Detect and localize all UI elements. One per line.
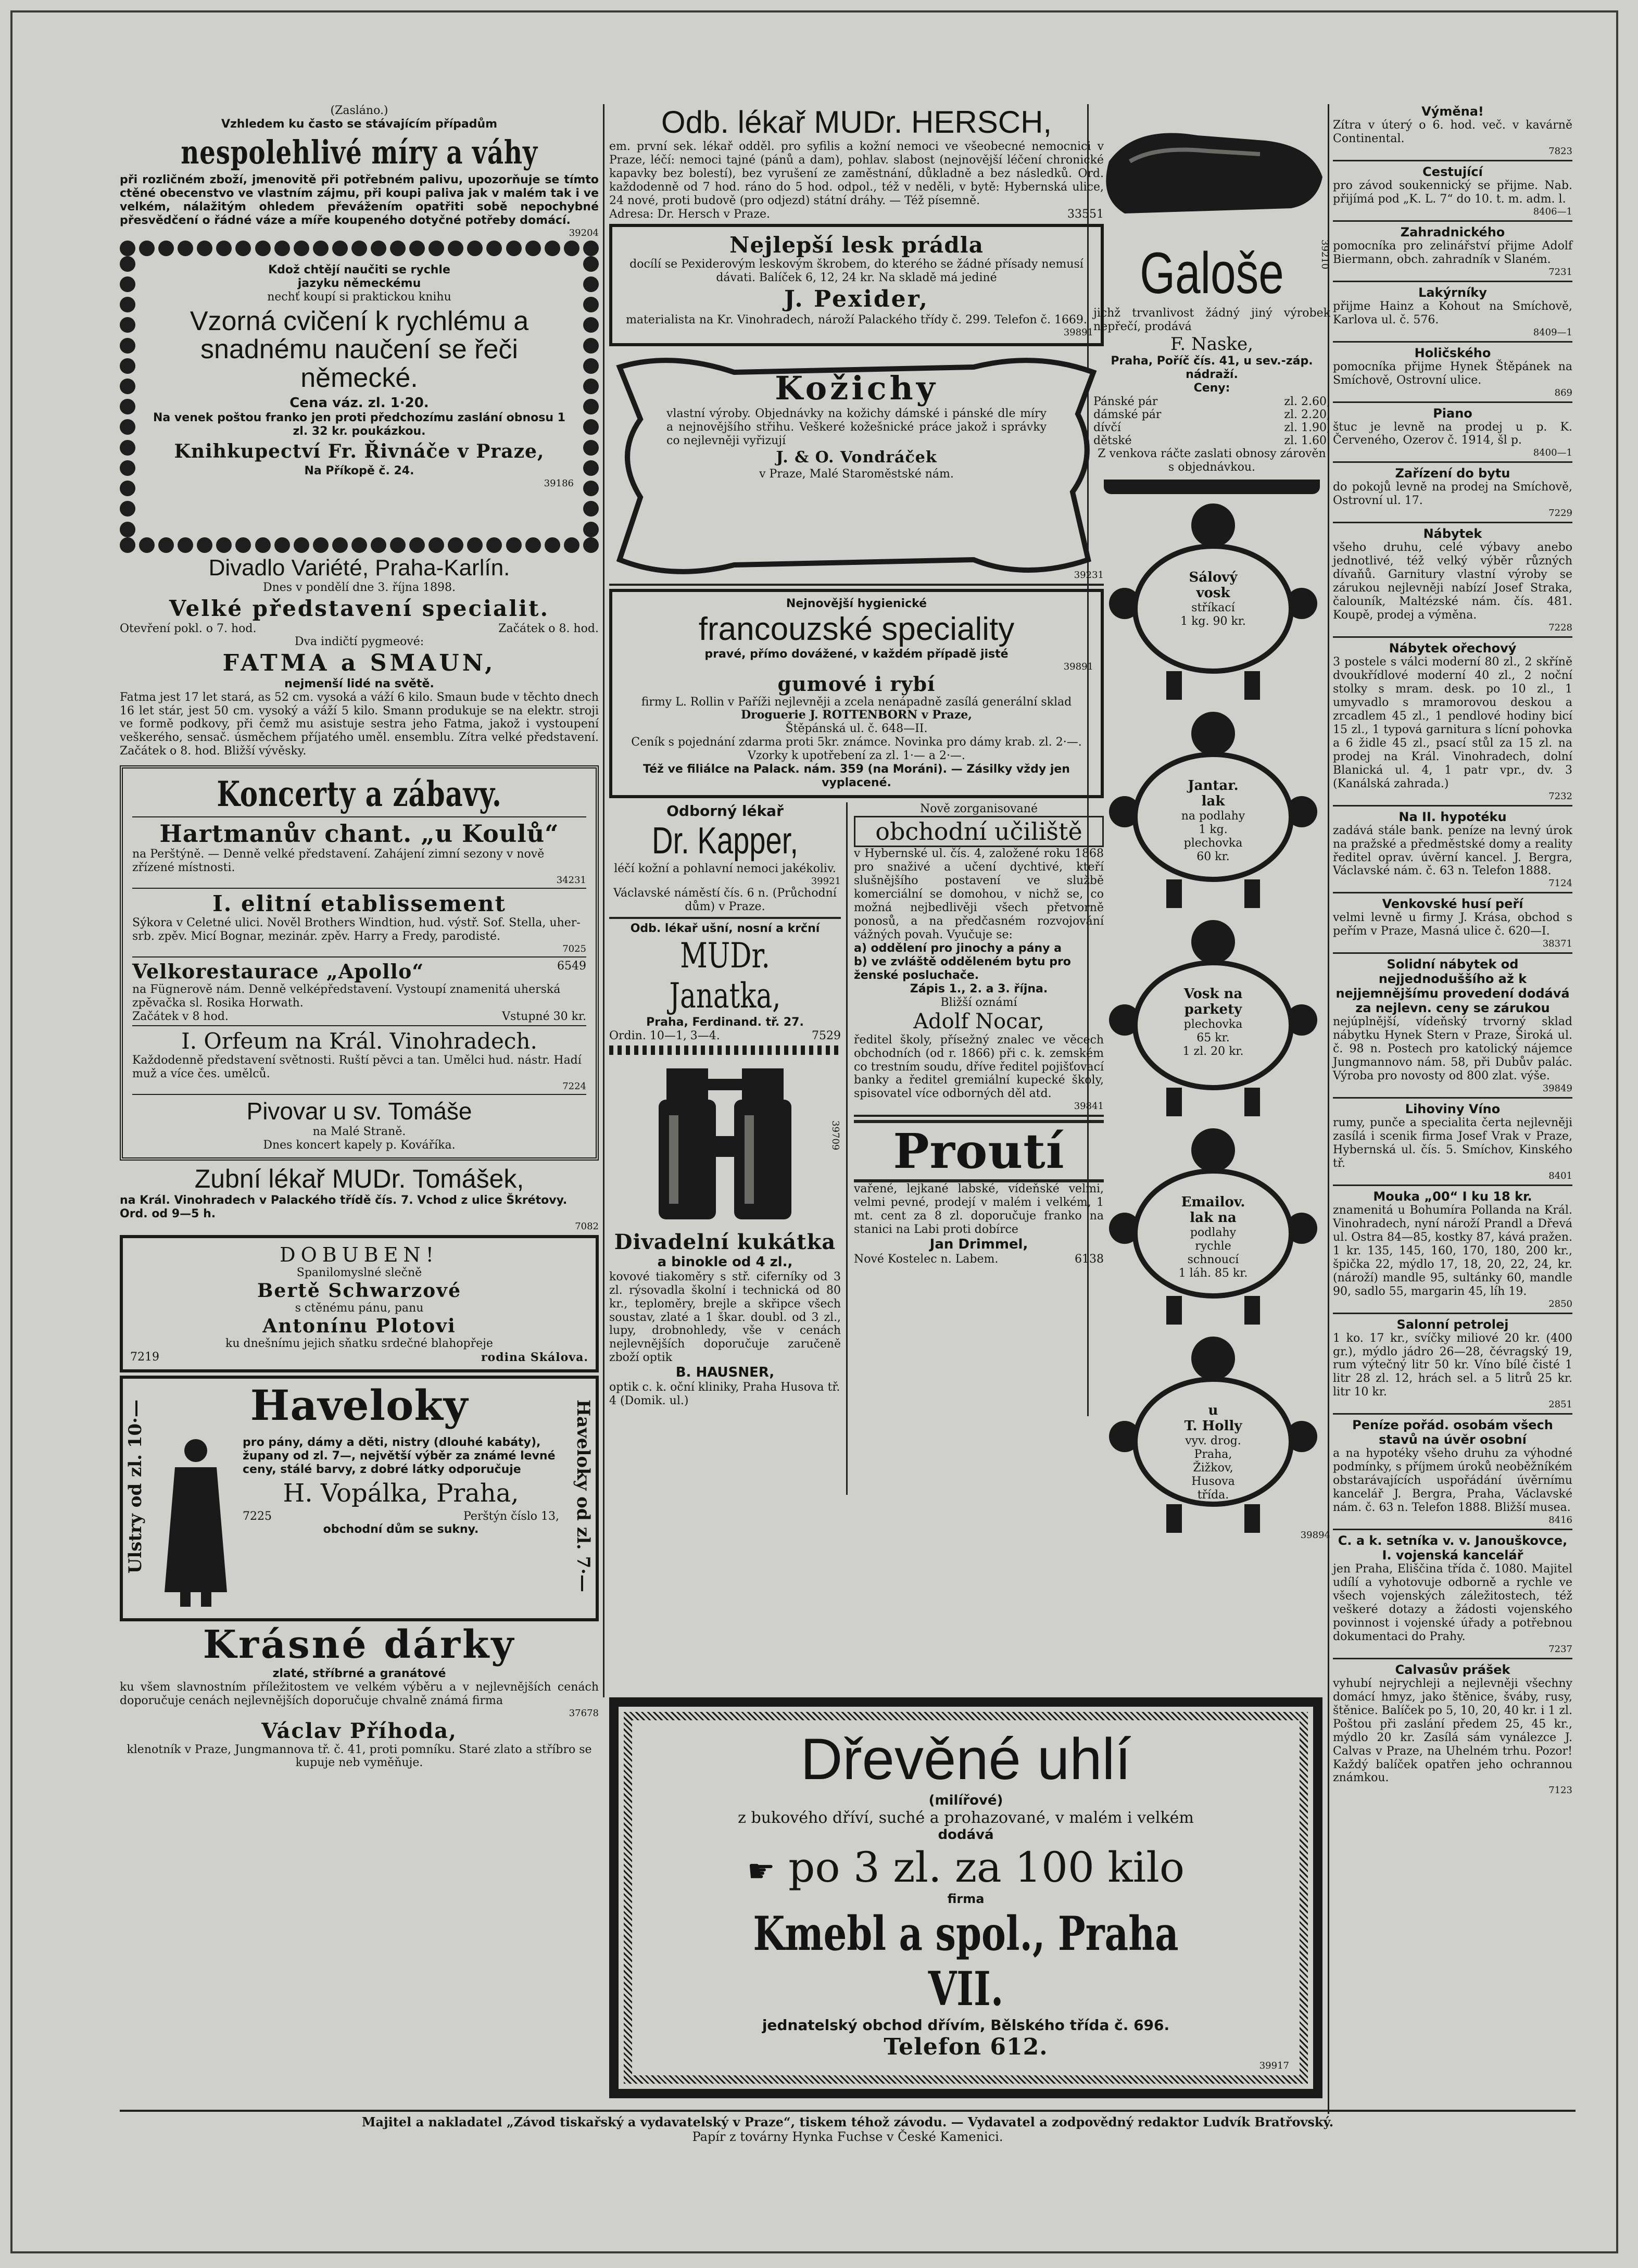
rollin-title: francouzské speciality — [698, 611, 1015, 647]
classified-ref: 8406—1 — [1533, 206, 1572, 217]
classified-item — [1333, 1662, 1572, 1796]
havelok-vopalka: H. Vopálka, Praha, — [283, 1478, 519, 1508]
ad-pexider — [609, 224, 1104, 346]
barrel-line2: parkety — [1184, 1002, 1242, 1018]
pexider-title: Nejlepší lesk prádla — [729, 232, 984, 258]
dobuben-berte: Bertě Schwarzové — [257, 1279, 462, 1302]
zaslano-heading: Vzhledem ku často se stávajícím případům — [221, 117, 498, 131]
ucilist-zapis: Zápis 1., 2. a 3. října. — [910, 982, 1048, 996]
dobuben-foot — [130, 1351, 588, 1364]
ad-zubni — [120, 1164, 599, 1232]
column-classifieds — [1333, 104, 1572, 1796]
havelok-title: Haveloky — [250, 1380, 469, 1430]
classified-text: rumy, punče a specialita čerta nejlevněji zasílá i scenik firma Josef Vrak v Praze, Hybernská ul. čís. 5. Smíchov, Kinského tř. — [1333, 1116, 1572, 1170]
ad-janatka — [609, 922, 841, 1055]
classified-item — [1333, 526, 1572, 633]
classified-head: Lihoviny Víno — [1405, 1102, 1501, 1117]
rivnac-body — [145, 263, 574, 489]
classified-head: Nábytek ořechový — [1389, 641, 1517, 656]
classified-item — [1333, 810, 1572, 889]
janatka-addr: Praha, Ferdinand. tř. 27. — [646, 1016, 804, 1029]
ad-koncerty — [120, 765, 599, 1161]
krasne-zlate: zlaté, stříbrné a granátové — [272, 1667, 446, 1680]
dot-border-right — [583, 256, 599, 537]
janatka-odb: Odb. lékař ušní, nosní a krční — [630, 922, 820, 936]
classified-text: štuc je levně na prodej u p. K. Červeného, Ozerov č. 1914, šl p. — [1333, 420, 1572, 447]
galose-addr: Praha, Poříč čís. 41, u sev.-záp. nádraží. — [1111, 354, 1313, 381]
ad-divadlo — [120, 555, 599, 759]
ucilist-ref: 39841 — [1074, 1101, 1104, 1112]
kozichy-body — [666, 369, 1047, 482]
barrel-line4: 1 zl. 20 kr. — [1182, 1044, 1244, 1058]
dobuben-title: DOBUBEN! — [280, 1243, 439, 1266]
galose-illustration-wrap — [1093, 104, 1330, 240]
barrel-line2: lak — [1201, 793, 1225, 810]
barrel-line1: u — [1208, 1402, 1218, 1418]
classified-item — [1333, 225, 1572, 278]
dot-border-left — [120, 256, 135, 537]
classified-head: Solidní nábytek od nejjednoduššího až k nejjemnějšímu provedení dodává za nejlevn. ceny se zárukou — [1335, 957, 1570, 1016]
galose-price-row: dětské zl. 1.60. — [1093, 434, 1330, 447]
rollin-tez: Též ve filiálce na Palack. nám. 359 (na Moráni). — Zásilky vždy jen vyplacené. — [643, 763, 1070, 790]
kozichy-text: vlastní výroby. Objednávky na kožichy dámské i pánské dle míry a nejnovějšího střihu. Veškeré kožešnické práce jakož i správky co nejlevněji vyřizují — [666, 407, 1047, 447]
ucilist-nocar-text: ředitel školy, přísežný znalec ve věcech obchodních (od r. 1866) při c. k. zemském co trestním soudu, dříve ředitel pojišťovací banky a ředitel gremiální kupecké školy, spisovatel více odborných děl atd. — [854, 1033, 1104, 1101]
barrel-line2: vosk — [1196, 585, 1230, 601]
ucilist-nocar: Adolf Nocar, — [913, 1009, 1044, 1034]
kukatka-binokle: a binokle od 4 zl., — [657, 1254, 793, 1270]
classified-head: Piano — [1433, 406, 1472, 421]
rollin-vzorky: Vzorky k upotřebení za zl. 1·— a 2·—. — [748, 749, 965, 763]
classified-item — [1333, 1189, 1572, 1309]
imprint-line2: Papír z továrny Hynka Fuchse v České Kamenici. — [692, 2130, 1003, 2145]
dobuben-ref: 7219 — [130, 1350, 159, 1364]
column-rule-1 — [603, 104, 604, 1697]
classified-ref: 2850 — [1548, 1298, 1572, 1309]
ad-prouti — [854, 1120, 1104, 1265]
classified-ref: 7232 — [1548, 790, 1572, 802]
classified-head: Výměna! — [1421, 104, 1484, 119]
classified-ref: 7237 — [1548, 1643, 1572, 1655]
uhli-firma: firma — [947, 1891, 985, 1906]
classified-ref: 2851 — [1548, 1399, 1572, 1410]
kozichy-addr: v Praze, Malé Staroměstské nám. — [759, 468, 954, 481]
barrel-line3: stříkací — [1191, 601, 1235, 615]
janatka-ord: Ordin. 10—1, 3—4. — [609, 1029, 720, 1042]
havelok-perstyn: Perštýn číslo 13, — [463, 1509, 559, 1523]
classified-head: Cestující — [1422, 164, 1483, 179]
krasne-text: ku všem slavnostním příležitostem ve velkém výběru a v nejlevnějších cenách doporučuje cenách nejlevnějších doporučuje chvalně známá firma — [120, 1680, 599, 1707]
divadlo-zacatek: Začátek o 8. hod. — [498, 622, 599, 635]
uhli-price: ☛ po 3 zl. za 100 kilo — [747, 1843, 1185, 1892]
classified-text: 1 ko. 17 kr., svíčky miliové 20 kr. (400 gr.), mýdlo jádro 26—28, čévragský 19, rum výtečný litr 50 kr. Víno bílé čisté 1 litr 28 zl. 12, hrách sel. a 5 litrů 25 kr. litr 10 kr. — [1333, 1331, 1572, 1399]
classified-head: Salonní petrolej — [1396, 1317, 1509, 1332]
hersch-title: Odb. lékař MUDr. HERSCH, — [661, 105, 1052, 140]
classified-head: Peníze pořád. osobám všech stavů na úvěr osobní — [1352, 1418, 1553, 1447]
classified-ref: 39849 — [1542, 1083, 1572, 1094]
galose-ceny: Ceny: — [1193, 381, 1230, 395]
classified-text: všeho druhu, celé výbavy anebo jednotlivé, též velký výběr různých dívaňů. Garnitury vlastní výroby se zárukou nejlevněji nabízí Josef Straka, čalouník, Maltézské nám. čís. 481. Koupě, prodej a výměna. — [1333, 541, 1572, 622]
uhli-telefon: Telefon 612. — [884, 2034, 1048, 2061]
zubni-text: na Král. Vinohradech v Palackého třídě čís. 7. Vchod z ulice Škrétovy. Ord. od 9—5 h. — [120, 1193, 568, 1220]
middle-lower-area — [609, 802, 1104, 1495]
classified-text: 3 postele s válci moderní 80 zl., 2 skříně dvoukřídlové moderní 40 zl., 2 noční stolky s mram. desk. po 10 zl., 1 umyvadlo s mramorovou deskou a zrcadlem 45 zl., 1 pendlové hodiny bicí 15 zl., 1 typová garnitura s lícní pohovka a 6 židle 45 zl., psací stůl za 15 zl. na prodej na Král. Vinohradech, dolní Blanická ul. 4, 1 patr vpr., dv. 3 (Kanálská zahrada.) — [1333, 656, 1572, 790]
barrel-line1: Sálový — [1189, 569, 1238, 585]
havelok-body — [243, 1436, 559, 1536]
pexider-addr: materialista na Kr. Vinohradech, nároží Palackého třídy č. 299. Telefon č. 1669. — [626, 313, 1087, 326]
classified-ref: 8409—1 — [1533, 326, 1572, 338]
classified-ref: 7231 — [1548, 266, 1572, 278]
classified-ref: 7124 — [1548, 878, 1572, 889]
classified-text: pro závod soukennický se přijme. Nab. přijímá pod „K. L. 7“ do 10. t. m. adm. l. — [1333, 179, 1572, 206]
uhli-body — [632, 1720, 1300, 2075]
classified-text: vyhubí nejrychleji a nejlevněji všechny domácí hmyz, jako štěnice, šváby, rusy, štěnice. Balíček po 5, 10, 20, 40 kr. i 1 zl. Poštou při zaslání předem 25, 45 kr., mýdlo 20 kr. Zasílá sám vynálezce J. Calvas v Praze, na Uhelném trhu. Pozor! Každý balíček opatřen jeho ochrannou známkou. — [1333, 1677, 1573, 1785]
barrels-ref: 39894 — [1300, 1529, 1330, 1541]
divadlo-dva: Dva indičtí pygmeové: — [294, 635, 424, 648]
ad-krasne — [120, 1622, 599, 1770]
ad-holly-barrels — [1093, 499, 1330, 1541]
rivnac-jazyk: jazyku německému — [297, 276, 421, 290]
barrel-line1: Emailov. — [1181, 1194, 1245, 1210]
ad-rivnac — [120, 241, 599, 553]
divadlo-text: Fatma jest 17 let stará, as 52 cm. vysoká a váží 6 kilo. Smaun bude v těchto dnech 16 let stár, jest 50 cm. vysoký a váží 5 kilo. Smann produkuje se na elektr. stroji ve formě podkovy, při čemž mu asistuje sestra jeho Fatma, jakož i vystoupení veškerého, sensač. úsměchem příjatého uměl. ensemblu. Zítra velké představení. Začátek o 8. hod. Bližší vývěsky. — [120, 690, 599, 758]
rollin-gumove: gumové i rybí — [777, 672, 936, 696]
ad-ucilist — [854, 802, 1104, 1112]
zaslano-title: nespolehlivé míry a váhy — [181, 133, 538, 171]
apollo-ref: 6549 — [557, 960, 586, 973]
havelok-addr — [243, 1510, 559, 1523]
ucilist-a: a) oddělení pro jinochy a pány a — [854, 941, 1062, 955]
prouti-text: vařené, lejkané labské, vídeňské velmi, velmi pevné, prodejí v malém i velkém, 1 mt. cent za 8 zl. doporučuje franko na stanici na Labi proti dobírce — [854, 1182, 1104, 1237]
uhli-ref: 39917 — [1259, 2060, 1289, 2072]
apollo-zacatek: Začátek v 8 hod. — [132, 1010, 229, 1024]
orfeum-ref: 7224 — [562, 1080, 586, 1092]
rivnac-title: Vzorná cvičení k rychlému a snadnému naučení se řeči německé. — [190, 306, 529, 393]
zaslano-label: (Zasláno.) — [330, 104, 388, 117]
rivnac-addr: Na Příkopě č. 24. — [304, 464, 414, 477]
barrel-line3: plechovka 65 kr. — [1183, 1018, 1243, 1044]
barrel-figure — [1104, 708, 1322, 911]
classified-ref: 7228 — [1548, 622, 1572, 634]
pivovar-text: Dnes koncert kapely p. Kováříka. — [263, 1138, 456, 1152]
imprint — [120, 2110, 1576, 2145]
uhli-kmebl: Kmebl a spol., Praha VII. — [753, 1906, 1179, 2017]
classified-text: přijme Hainz a Kohout na Smíchově, Karlova ul. č. 576. — [1333, 299, 1572, 326]
classified-item — [1333, 897, 1572, 949]
janatka-name: MUDr. Janatka, — [669, 936, 781, 1016]
ad-uhli — [609, 1697, 1322, 2098]
classified-head: Nábytek — [1423, 526, 1482, 541]
kukatka-title: Divadelní kukátka — [614, 1230, 836, 1254]
ucilist-b: b) ve zvláště odděleném bytu pro ženské posluchače. — [854, 955, 1071, 982]
divadlo-times — [120, 622, 599, 635]
kapper-text: léčí kožní a pohlavní nemoci jakékoliv. — [614, 862, 836, 876]
kozichy-title: Kožichy — [775, 369, 938, 407]
rivnac-venek: Na venek poštou franko jen proti předchozímu zaslání obnosu 1 zl. 32 kr. poukázkou. — [153, 411, 565, 438]
coat-man-illustration — [159, 1436, 232, 1608]
column-galose — [1093, 104, 1330, 1541]
havelok-text: pro pány, dámy a děti, nistry (dlouhé kabáty), župany od zl. 7—, největší výběr za známé levné ceny, stálé barvy, z dobré látky odporučuje — [243, 1435, 556, 1476]
classified-item — [1333, 285, 1572, 338]
prouti-title: Proutí — [854, 1120, 1104, 1182]
divadlo-velke: Velké představení specialit. — [169, 595, 550, 621]
uhli-title: Dřevěné uhlí — [800, 1727, 1131, 1792]
krasne-title: Krásné dárky — [203, 1622, 516, 1667]
krasne-vaclav-text: klenotník v Praze, Jungmannova tř. č. 41, proti pomníku. Staré zlato a stříbro se kupuje neb vyměňuje. — [127, 1743, 592, 1770]
kapper-name: Dr. Kapper, — [652, 820, 798, 862]
classified-text: nejúplnější, vídeňský trvorný sklad nábytku Hynek Stern v Praze, Široká ul. č. 98 n. Postech pro katolický nájemce Jungmannovo nám. 58, při Dubův palác. Výroba pro novosty od 800 zlat. výše. — [1333, 1015, 1572, 1083]
rollin-ref: 39891 — [1063, 661, 1093, 672]
dobuben-rodina: rodina Skálova. — [481, 1350, 588, 1364]
ucilist-text: v Hybernské ul. čís. 4, založené roku 1868 pro snaživé a učení dychtivé, kteří slušnějšího postavení ve službě komerciální se domohou, v nichž se, co možná nejbedlivěji všech přetvorně ponosů, a na předčasném rozvojování vážných povah. Vyučuje se: — [854, 847, 1104, 941]
imprint-line1: Majitel a nakladatel „Závod tiskařský a vydavatelský v Praze“, tiskem téhož závodu. — Vydavatel a zodpovědný redaktor Ludvík Bratřovský. — [361, 2114, 1334, 2130]
barrel-line1: Jantar. — [1188, 777, 1239, 793]
classified-item — [1333, 104, 1572, 157]
barrel-figure — [1104, 1332, 1322, 1535]
divadlo-otevreni: Otevření pokl. o 7. hod. — [120, 622, 257, 635]
classified-text: jen Praha, Eliščina třída č. 1080. Majitel udílí a vyhotovuje odborně a rychle ve všech vojenských záležitostech, též veškeré dotazy a žádosti vojenského povinnost i vojenské úřady a potřebnou dokumentaci do Prahy. — [1333, 1563, 1572, 1643]
prouti-foot — [854, 1253, 1104, 1266]
pivovar-sub: na Malé Straně. — [312, 1125, 406, 1138]
classified-ref: 8416 — [1548, 1515, 1572, 1526]
ad-kozichy — [609, 351, 1104, 581]
hersch-foot — [609, 208, 1104, 221]
hartman-ref: 34231 — [556, 875, 586, 886]
kukatka-text: kovové tiakoměry s stř. ciferníky od 3 zl. rýsovadla školní i technická od 80 kr., teploměry, brejle a skřipce všech soustav, zlaté a 1 škar. doubl. od 3 zl., lupy, drobnohledy, vše v cenách nejlevnějších doporučuje zaručeně zboží optik — [609, 1270, 841, 1365]
hartman-title: Hartmanův chant. „u Koulů“ — [159, 820, 559, 848]
classified-head: C. a k. setníka v. v. Janouškovce, I. vojenská kancelář — [1338, 1533, 1568, 1563]
classified-head: Calvasův prášek — [1395, 1662, 1510, 1677]
pivovar-title: Pivovar u sv. Tomáše — [246, 1097, 472, 1125]
rollin-nejnovejsi: Nejnovější hygienické — [786, 597, 927, 610]
classified-ref: 38371 — [1542, 938, 1572, 950]
barrel-line2: lak na — [1190, 1210, 1237, 1226]
kukatka-hausner: B. HAUSNER, — [675, 1365, 775, 1381]
pointing-hand-icon: ☛ — [747, 1853, 775, 1889]
apollo-head — [132, 960, 586, 983]
classified-item — [1333, 641, 1572, 802]
classified-text: pomocníka přijme Hynek Štěpánek na Smíchově, Ostrovní ulice. — [1333, 360, 1572, 387]
kukatka-hausner-text: optik c. k. oční kliniky, Praha Husova tř. 4 (Domik. ul.) — [609, 1381, 840, 1407]
ucilist-blizsi: Bližší oznámí — [940, 996, 1017, 1009]
classified-item — [1333, 1533, 1572, 1655]
galose-price-row: Pánské pár zl. 2.60, — [1093, 395, 1330, 408]
elitni-text: Sýkora v Celetné ulici. Nověl Brothers Windtion, hud. výstř. Sof. Stella, uher-srb. zpěv. Micí Bognar, mezinár. zpěv. Harry a Fredy, parodisté. — [132, 916, 581, 943]
galose-naske: F. Naske, — [1170, 333, 1253, 355]
classified-item — [1333, 1317, 1572, 1410]
ad-dobuben — [120, 1235, 599, 1372]
pexider-text: docílí se Pexiderovým leskovým škrobem, do kterého se žádné přísady nemusí dávati. Balíček 6, 12, 24 kr. Na skladě má jediné — [629, 257, 1083, 284]
barrel-line2: T. Holly — [1184, 1418, 1242, 1434]
barrel-figure — [1104, 1124, 1322, 1327]
havelok-obchodni: obchodní dům se sukny. — [323, 1522, 479, 1536]
uhli-milir: (milířové) — [928, 1793, 1003, 1808]
ad-galose — [1093, 240, 1330, 494]
apollo-text: na Fügnerově nám. Denně velképředstavení. Vystoupí znamenitá uherská zpěvačka sl. Rosika Horwath. — [132, 983, 561, 1010]
barrel-figure — [1104, 499, 1322, 702]
pexider-name: J. Pexider, — [784, 285, 929, 312]
galoshes-illustration — [1093, 104, 1330, 240]
koncerty-title: Koncerty a zábavy. — [217, 774, 502, 815]
middle-lower-right — [854, 802, 1104, 1266]
kozichy-vondracek: J. & O. Vondráček — [776, 448, 937, 467]
prouti-drimmel-text: Nové Kostelec n. Labem. — [854, 1252, 999, 1266]
barrel-line4: Husova třída. — [1191, 1475, 1235, 1502]
dot-border-bottom — [120, 537, 599, 553]
galose-price-row: dámské pár zl. 2.20, — [1093, 408, 1330, 421]
rivnac-kdoz: Kdož chtějí naučiti se rychle — [268, 263, 450, 276]
classified-text: znamenitá u Bohumíra Pollanda na Král. Vinohradech, nyní nároží Prandl a Dřevá ul. Ostra 84—85, kostky 87, kává pražen. 1 kr. 135, 145, 160, 170, 180, 200 kr., špička 22, mýdlo 17, 18, 20, 22, 24, kr. (nároží) mandle 95, sultánky 60, mandle 90, sadlo 55, margarin 45, líh 19. — [1333, 1203, 1572, 1298]
classified-head: Mouka „00“ I ku 18 kr. — [1373, 1189, 1532, 1204]
janatka-rule — [609, 1045, 841, 1055]
divadlo-fatma: FATMA a SMAUN, — [222, 649, 496, 676]
classified-item — [1333, 406, 1572, 459]
havelok-left-label: Ulstry od zl. 10·— — [125, 1399, 146, 1573]
middle-lower-left — [609, 802, 841, 1408]
binocular-illustration — [609, 1058, 841, 1230]
classified-head: Venkovské husí peří — [1382, 897, 1523, 912]
classified-ref: 7123 — [1548, 1785, 1572, 1796]
classified-ref: 8400—1 — [1533, 447, 1572, 459]
divadlo-title: Divadlo Variété, Praha-Karlín. — [208, 555, 510, 581]
barrel-line3: na podlahy — [1181, 810, 1245, 823]
ad-hersch — [609, 104, 1104, 221]
divadlo-nejmensi: nejmenší lidé na světě. — [284, 677, 434, 690]
classified-item — [1333, 957, 1572, 1094]
classified-ref: 7823 — [1548, 145, 1572, 157]
kapper-odb: Odborný lékař — [666, 802, 784, 820]
dobuben-blahoprani: ku dnešnímu jejich sňatku srdečné blahopřeje — [225, 1337, 493, 1350]
hartman-text: na Perštýně. — Denně velké představení. Zahájení zimní sezony v nově zřízené místnosti. — [132, 848, 545, 875]
galose-title: Galoše — [1140, 241, 1284, 306]
dot-border-top — [120, 241, 599, 256]
classified-head: Lakýrníky — [1418, 285, 1487, 300]
barrel-line1: Vosk na — [1183, 986, 1243, 1002]
uhli-jednatel: jednatelský obchod dřívím, Bělského třída č. 696. — [762, 2017, 1170, 2034]
classified-ref: 8401 — [1548, 1170, 1572, 1181]
barrel-figure — [1104, 916, 1322, 1119]
orfeum-text: Každodenně představení světnosti. Ruští pěvci a tan. Umělci hud. nástr. Hadí muž a více čes. umělců. — [132, 1054, 582, 1081]
zaslano-ref: 39204 — [569, 227, 599, 238]
zubni-title: Zubní lékař MUDr. Tomášek, — [194, 1164, 524, 1193]
apollo-times — [132, 1010, 586, 1023]
column-middle — [609, 104, 1104, 1495]
prouti-ref: 6138 — [1075, 1252, 1104, 1266]
classified-item — [1333, 1418, 1572, 1526]
classified-text: do pokojů levně na prodej na Smíchově, Ostrovní ul. 17. — [1333, 481, 1572, 508]
classified-head: Holičského — [1414, 345, 1491, 360]
hersch-adresa: Adresa: Dr. Hersch v Praze. — [609, 207, 770, 221]
barrel-line4: 1 láh. 85 kr. — [1178, 1266, 1248, 1280]
apollo-vstupne: Vstupné 30 kr. — [502, 1010, 586, 1024]
galose-price-row: dívčí zl. 1.90, — [1093, 421, 1330, 434]
rollin-stepanska: Štěpánská ul. č. 648—II. — [785, 722, 928, 736]
classified-text: Zítra v úterý o 6. hod. več. v kavárně Continental. — [1333, 119, 1572, 145]
classified-text: zadává stále bank. peníze na levný úrok na pražské a předměstské domy a reality ředitel oprav. úvěrní kancel. J. Bergra, Václavské nám. č. 63 n. Telefon 1888. — [1333, 824, 1572, 878]
galose-text: jichž trvanlivost žádný jiný výrobek nepřečí, prodává — [1093, 307, 1330, 333]
classified-item — [1333, 466, 1572, 519]
classified-item — [1333, 165, 1572, 217]
classified-text: pomocníka pro zelinářství přijme Adolf Biermann, obch. zahradník v Slaném. — [1333, 239, 1572, 266]
rollin-cennik: Ceník s pojednání zdarma proti 5kr. známce. Novinka pro dámy krab. zl. 2·—. — [631, 736, 1082, 749]
dobuben-cteny: s ctěnému pánu, panu — [295, 1301, 424, 1315]
classified-item — [1333, 346, 1572, 398]
janatka-ref: 7529 — [812, 1029, 841, 1042]
elitni-ref: 7025 — [562, 943, 586, 955]
classified-head: Zahradnického — [1400, 224, 1505, 240]
orfeum-title: I. Orfeum na Král. Vinohradech. — [181, 1028, 537, 1054]
column-left — [120, 104, 599, 1770]
ucilist-nove: Nově zorganisované — [920, 802, 1038, 816]
apollo-title: Velkorestaurace „Apollo“ — [132, 960, 424, 984]
galose-base — [1104, 480, 1320, 494]
krasne-vaclav: Václav Příhoda, — [261, 1718, 457, 1743]
zaslano-text: při rozličném zboží, jmenovitě při potřebném palivu, upozorňuje se tímto ctěné obecenstvo ve vlastním zájmu, při koupi paliva jak v malém tak i ve velkém, nálažitým ohledem převážením opatřiti sobě nepochybné přesvědčení o řádné váze a míře koupeného dotyčné potřeby domácí. — [120, 173, 599, 227]
rollin-drogerie: Droguerie J. ROTTENBORN v Praze, — [741, 708, 972, 722]
column-rule-middle — [846, 802, 848, 1495]
rivnac-cena: Cena váz. zl. 1·20. — [289, 395, 429, 411]
krasne-ref: 37678 — [569, 1707, 599, 1719]
classified-item — [1333, 1102, 1572, 1181]
prouti-drimmel: Jan Drimmel, — [929, 1237, 1028, 1253]
rivnac-ref: 39186 — [544, 477, 574, 489]
rivnac-necht: nechť koupí si praktickou knihu — [267, 290, 451, 304]
hersch-text: em. první sek. lékař odděl. pro syfilis a kožní nemoci ve všeobecné nemocnici v Praze, léčí: nemoci tajné (pánů a dam), pohlav. slabost (nejnovější léčení chronické kapavky bez bolestí), bez vyrušení ze zaměstnání, důkladně a bez následků. Ord. každodenně od 7 hod. ráno do 5 hod. odpol., též v neděli, v bytě: Hybernská ulice, 24 nové, proti budově (pro odjezd) státní dráhy. — Též písemně. — [609, 140, 1104, 207]
binocular-illustration-wrap — [609, 1058, 841, 1230]
rivnac-name: Knihkupectví Fr. Řivnáče v Praze, — [174, 440, 545, 462]
classified-text: a na hypotéky všeho druhu za výhodné podmínky, s příjmem úroků neoběžníkém obstarávajících uspořádání úvěrnímu kancelář J. Bergra, Praha, Václavské nám. č. 63 n. Telefon 1888. Bližší musea. — [1333, 1447, 1572, 1515]
barrel-line3: podlahy rychle schnoucí — [1187, 1226, 1239, 1266]
barrel-line4: 1 kg. plechovka 60 kr. — [1183, 823, 1243, 863]
dobuben-antonin: Antonínu Plotovi — [262, 1315, 456, 1337]
barrel-line3: vyv. drog. Praha, Žižkov, — [1185, 1434, 1241, 1475]
kapper-addr: Václavské náměstí čís. 6 n. (Průchodní dům) v Praze. — [613, 887, 837, 914]
ad-kapper — [609, 802, 841, 914]
elitni-title: I. elitní etablissement — [212, 891, 506, 917]
uhli-text1: z bukového dříví, suché a prohazované, v malém i velkém — [738, 1808, 1194, 1827]
ad-kukatka — [609, 1230, 841, 1408]
barrel-line4: 1 kg. 90 kr. — [1180, 614, 1246, 628]
kozichy-ref: 39231 — [1074, 569, 1104, 581]
divadlo-date: Dnes v pondělí dne 3. října 1898. — [262, 581, 456, 594]
hersch-ref: 33551 — [1067, 207, 1104, 221]
kukatka-ref: 39709 — [830, 1120, 841, 1151]
rollin-firmy: firmy L. Rollin v Paříži nejlevněji a zcela nenápadně zasílá generální sklad — [641, 695, 1072, 709]
ad-zaslano — [120, 104, 599, 238]
classified-head: Zařízení do bytu — [1395, 466, 1510, 481]
classified-ref: 7229 — [1548, 508, 1572, 519]
galose-ref: 39210 — [1319, 240, 1330, 270]
classified-ref: 869 — [1554, 387, 1572, 398]
uhli-dodava: dodává — [938, 1827, 994, 1843]
havelok-ref: 7225 — [243, 1509, 272, 1523]
galose-note: Z venkova ráčte zaslati obnosy zárověn s objednávkou. — [1098, 447, 1326, 474]
zubni-ref: 7082 — [575, 1220, 599, 1232]
classified-head: Na II. hypotéku — [1398, 809, 1507, 824]
ad-havelok — [120, 1376, 599, 1621]
janatka-foot — [609, 1029, 841, 1042]
pexider-ref: 39891 — [1063, 326, 1093, 338]
ad-rollin — [609, 589, 1104, 799]
havelok-right-label: Haveloky od zl. 7·— — [573, 1399, 594, 1592]
dobuben-spanil: Spanilomyslné slečně — [296, 1266, 422, 1279]
kapper-ref: 39921 — [811, 876, 841, 887]
ucilist-title: obchodní učiliště — [854, 816, 1104, 847]
classified-text: velmi levně u firmy J. Krása, obchod s peřím v Praze, Masná ulice č. 620—I. — [1333, 911, 1572, 938]
rollin-prave: pravé, přímo dovážené, v každém případě jisté — [704, 647, 1009, 661]
